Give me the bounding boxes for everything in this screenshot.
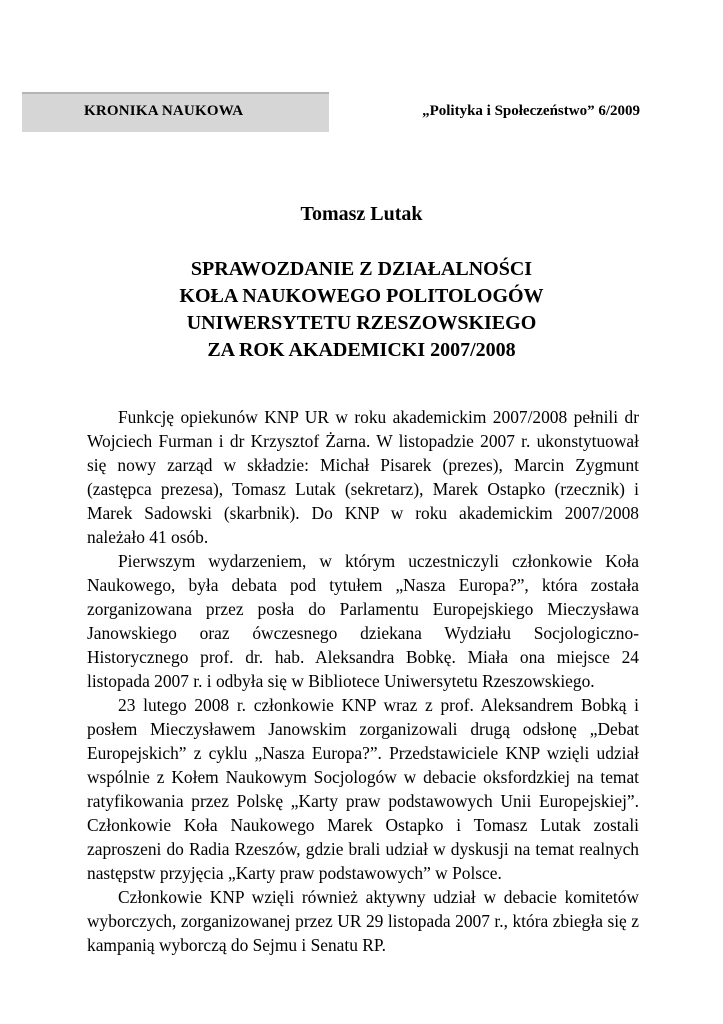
title-line: UNIWERSYTETU RZESZOWSKIEGO — [186, 312, 537, 334]
body-paragraph: Członkowie KNP wzięli również aktywny udział w debacie komitetów wyborczych, zorganizowanej przez UR 29 listopada 2007 r., która zbiegła się z kampanią wyborczą do Sejmu i Senatu RP. — [87, 887, 639, 955]
title-line: ZA ROK AKADEMICKI 2007/2008 — [207, 339, 516, 361]
article-title — [0, 256, 723, 364]
title-line: KOŁA NAUKOWEGO POLITOLOGÓW — [179, 285, 544, 307]
body-paragraph: Funkcję opiekunów KNP UR w roku akademickim 2007/2008 pełnili dr Wojciech Furman i dr Krzysztof Żarna. W listopadzie 2007 r. ukonstytuował się nowy zarząd w składzie: Michał Pisarek (prezes), Marcin Zygmunt (zastępca prezesa), Tomasz Lutak (sekretarz), Marek Ostapko (rzecznik) i Marek Sadowski (skarbnik). Do KNP w roku akademickim 2007/2008 należało 41 osób. — [87, 407, 639, 547]
article-body — [87, 405, 639, 957]
body-paragraph: Pierwszym wydarzeniem, w którym uczestniczyli członkowie Koła Naukowego, była debata pod tytułem „Nasza Europa?”, która została zorganizowana przez posła do Parlamentu Europejskiego Mieczysława Janowskiego oraz ówczesnego dziekana Wydziału Socjologiczno-Historycznego prof. dr. hab. Aleksandra Bobkę. Miała ona miejsce 24 listopada 2007 r. i odbyła się w Bibliotece Uniwersytetu Rzeszowskiego. — [87, 551, 639, 691]
author-name: Tomasz Lutak — [300, 203, 423, 225]
body-paragraph: 23 lutego 2008 r. członkowie KNP wraz z prof. Aleksandrem Bobką i posłem Mieczysławem Janowskim zorganizowali drugą odsłonę „Debat Europejskich” z cyklu „Nasza Europa?”. Przedstawiciele KNP wzięli udział wspólnie z Kołem Naukowym Socjologów w debacie oksfordzkiej na temat ratyfikowania przez Polskę „Karty praw podstawowych Unii Europejskiej”. Członkowie Koła Naukowego Marek Ostapko i Tomasz Lutak zostali zaproszeni do Radia Rzeszów, gdzie brali udział w dyskusji na temat realnych następstw przyjęcia „Karty praw podstawowych” w Polsce. — [87, 695, 639, 883]
title-line: SPRAWOZDANIE Z DZIAŁALNOŚCI — [190, 258, 533, 280]
journal-citation: „Polityka i Społeczeństwo” 6/2009 — [422, 103, 640, 119]
section-label: KRONIKA NAUKOWA — [84, 103, 244, 119]
